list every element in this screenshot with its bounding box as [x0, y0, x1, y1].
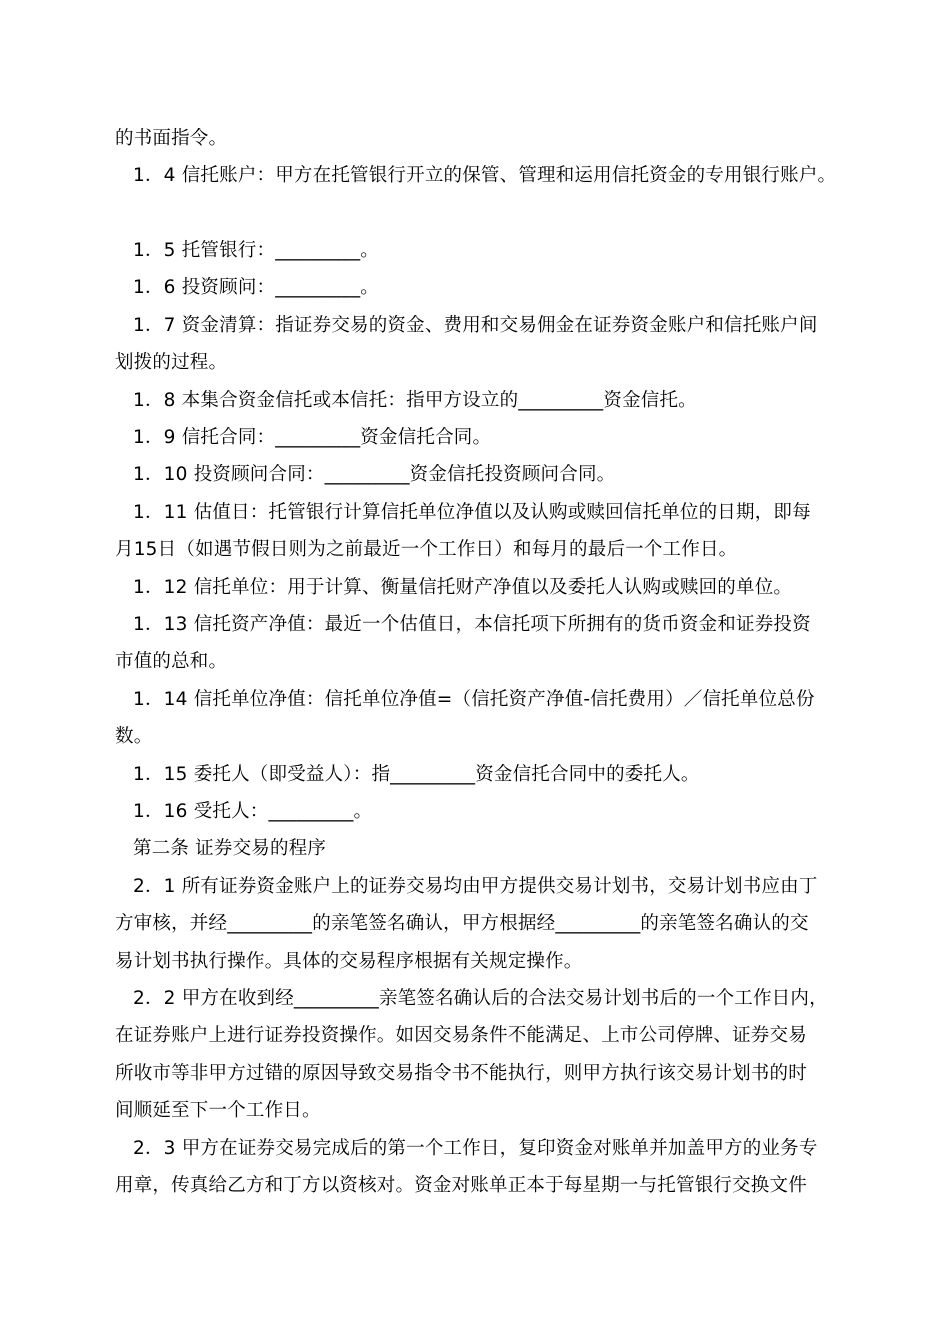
clause-1-8: 1．8 本集合资金信托或本信托：指甲方设立的_________资金信托。	[133, 390, 697, 411]
text-line: 在证券账户上进行证券投资操作。如因交易条件不能满足、上市公司停牌、证券交易	[115, 1025, 807, 1046]
text-line: 的书面指令。	[115, 128, 228, 149]
clause-1-10: 1．10 投资顾问合同：_________资金信托投资顾问合同。	[133, 464, 616, 485]
text-line: 间顺延至下一个工作日。	[115, 1100, 321, 1121]
clause-2-1: 2．1 所有证券资金账户上的证券交易均由甲方提供交易计划书，交易计划书应由丁	[133, 876, 818, 897]
text-line: 数。	[115, 726, 153, 747]
clause-1-13: 1．13 信托资产净值：最近一个估值日，本信托项下所拥有的货币资金和证券投资	[133, 614, 811, 635]
text-line: 所收市等非甲方过错的原因导致交易指令书不能执行，则甲方执行该交易计划书的时	[115, 1063, 807, 1084]
text-line: 划拨的过程。	[115, 352, 228, 373]
clause-2-3: 2．3 甲方在证券交易完成后的第一个工作日，复印资金对账单并加盖甲方的业务专	[133, 1138, 818, 1159]
clause-2-2: 2．2 甲方在收到经_________亲笔签名确认后的合法交易计划书后的一个工作日内，	[133, 988, 828, 1009]
clause-1-14: 1．14 信托单位净值：信托单位净值=（信托资产净值-信托费用）／信托单位总份	[133, 689, 815, 710]
clause-1-12: 1．12 信托单位：用于计算、衡量信托财产净值以及委托人认购或赎回的单位。	[133, 577, 793, 598]
clause-1-7: 1．7 资金清算：指证券交易的资金、费用和交易佣金在证券资金账户和信托账户间	[133, 315, 818, 336]
clause-1-5: 1．5 托管银行：_________。	[133, 240, 379, 261]
section-heading: 第二条 证券交易的程序	[133, 838, 327, 859]
text-line: 方审核，并经_________的亲笔签名确认，甲方根据经_________的亲笔签名确认的交	[115, 913, 809, 934]
clause-1-11: 1．11 估值日：托管银行计算信托单位净值以及认购或赎回信托单位的日期，即每	[133, 502, 811, 523]
clause-1-6: 1．6 投资顾问：_________。	[133, 277, 379, 298]
clause-1-4: 1．4 信托账户：甲方在托管银行开立的保管、管理和运用信托资金的专用银行账户。	[133, 165, 837, 186]
text-line: 易计划书执行操作。具体的交易程序根据有关规定操作。	[115, 951, 583, 972]
text-line: 月15日（如遇节假日则为之前最近一个工作日）和每月的最后一个工作日。	[115, 539, 738, 560]
clause-1-9: 1．9 信托合同：_________资金信托合同。	[133, 427, 492, 448]
text-line: 市值的总和。	[115, 651, 228, 672]
text-line: 用章，传真给乙方和丁方以资核对。资金对账单正本于每星期一与托管银行交换文件	[115, 1175, 807, 1196]
clause-1-16: 1．16 受托人：_________。	[133, 801, 373, 822]
clause-1-15: 1．15 委托人（即受益人）：指_________资金信托合同中的委托人。	[133, 764, 700, 785]
